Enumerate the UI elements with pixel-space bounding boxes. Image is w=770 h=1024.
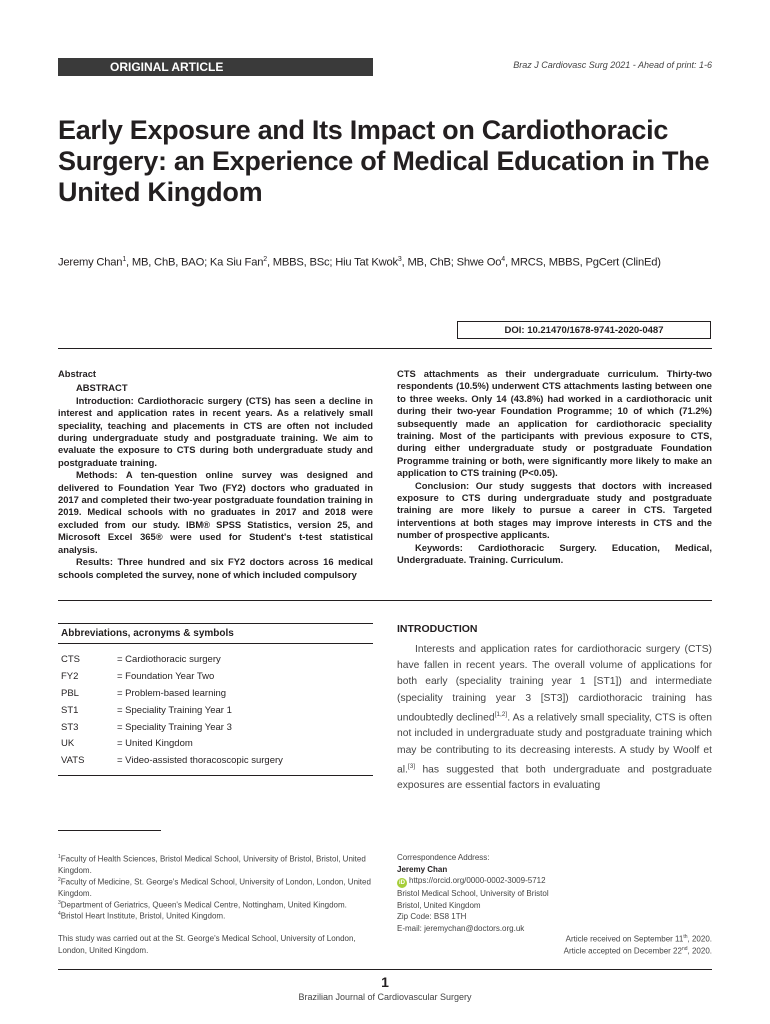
abbr-code: PBL xyxy=(61,687,79,699)
abstract-column-right xyxy=(397,368,712,567)
author-affiliation-sup: 2 xyxy=(263,256,267,263)
table-row xyxy=(58,671,283,688)
article-title: Early Exposure and Its Impact on Cardiothoracic Surgery: an Experience of Medical Education in The United Kingdom xyxy=(58,115,710,207)
footnote-divider xyxy=(58,830,161,831)
author-degrees: , MBBS, BSc; xyxy=(266,256,336,269)
abbr-code: CTS xyxy=(61,654,80,665)
abbr-code: UK xyxy=(61,738,75,750)
author-degrees: , MB, ChB, BAO; xyxy=(126,256,210,269)
author-list xyxy=(58,256,718,269)
footnote-sup: 4 xyxy=(58,911,61,917)
abstract-introduction: Introduction: Cardiothoracic surgery (CTS) has seen a decline in interest and application rates in recent years. As a relatively small speciality, teaching and placements in CTS are often not included during undergraduate study and postgraduate training. We aim to evaluate the exposure to CTS during both undergraduate study and postgraduate training. xyxy=(58,394,373,468)
study-note: This study was carried out at the St. George's Medical School, University of London, London, United Kingdom. xyxy=(58,934,356,955)
orcid-line[interactable] xyxy=(397,875,712,888)
table-row xyxy=(58,722,283,739)
introduction-paragraph xyxy=(397,642,712,795)
footer-divider xyxy=(58,969,712,970)
author-name: Shwe Oo xyxy=(456,256,502,269)
correspondence-name: Jeremy Chan xyxy=(397,864,448,874)
abbreviations-title: Abbreviations, acronyms & symbols xyxy=(58,623,373,644)
date-sup: th xyxy=(683,934,688,940)
author-name: Ka Siu Fan xyxy=(209,256,264,269)
citation[interactable]: [3] xyxy=(407,762,416,770)
abbreviations-table xyxy=(58,654,283,772)
divider xyxy=(58,774,373,776)
orcid-icon: iD xyxy=(399,880,405,886)
journal-reference: Braz J Cardiovasc Surg 2021 - Ahead of print: 1-6 xyxy=(513,60,712,70)
page-number: 1 xyxy=(381,974,389,990)
abstract-conclusion: Conclusion: Our study suggests that doctors with increased exposure to CTS during undergraduate study and postgraduate training are more likely to pursue a career in CTS. Targeted interventions at both stages may improve interests in CTS and the number of prospective applicants. xyxy=(397,479,712,541)
author-affiliation-sup: 4 xyxy=(501,256,505,263)
author-affiliation-sup: 3 xyxy=(397,256,402,263)
table-row xyxy=(58,688,283,705)
footnote-text: Faculty of Health Sciences, Bristol Medical School, University of Bristol, Bristol, United Kingdom. xyxy=(58,854,366,876)
correspondence-block xyxy=(397,852,712,934)
abstract-methods: Methods: A ten-question online survey was designed and delivered to Foundation Year Two (FY2) doctors who graduated in 2017 and completed their two-year postgraduate foundation training in 2019. Medical schools with no graduates in 2017 and 2018 were excluded from our study. IBM® SPSS Statistics, version 25, and Microsoft Excel 365® were used for Student's t-test statistical analysis. xyxy=(58,469,373,555)
footnote-text: Department of Geriatrics, Queen's Medical Centre, Nottingham, United Kingdom. xyxy=(60,900,347,910)
abstract-results-continued: CTS attachments as their undergraduate curriculum. Thirty-two respondents (10.5%) underwent CTS attachments lasting between one to three weeks. Only 14 (43.8%) had worked in a cardiothoracic unit during their two-year Foundation Programme; 10 of which (71.2%) subsequently made an application for cardiothoracic speciality training. Most of the participants with previous exposure to CTS, during either undergraduate study or postgraduate Foundation Programme training or both, were significantly more likely to make an application to CTS training (P<0.05). xyxy=(397,368,712,479)
intro-text: Interests and application rates for cardiothoracic surgery (CTS) have fallen in recent years. The overall volume of applications for both early (speciality training year 1 [ST1]) and intermediate (speciality training year 3 [ST3]) cardiothoracic training has undoubtedly declined xyxy=(397,644,712,724)
correspondence-label: Correspondence Address: xyxy=(397,853,490,862)
footnote-text: Bristol Heart Institute, Bristol, United Kingdom. xyxy=(60,911,226,921)
abbreviations-box xyxy=(58,623,373,776)
date-sup: nd xyxy=(681,946,688,952)
author-degrees: , MB, ChB; xyxy=(401,256,457,269)
correspondence-zip: Zip Code: BS8 1TH xyxy=(397,912,467,921)
abbr-meaning: = Foundation Year Two xyxy=(117,670,215,682)
abstract-column-left xyxy=(58,368,373,581)
introduction-body xyxy=(397,642,712,795)
abbr-meaning: = Video-assisted thoracoscopic surgery xyxy=(117,755,283,767)
orcid-link[interactable]: https://orcid.org/0000-0002-3009-5712 xyxy=(409,876,546,885)
author-name: Jeremy Chan xyxy=(58,256,123,269)
abstract-heading: ABSTRACT xyxy=(76,382,128,394)
abbr-meaning: = Speciality Training Year 3 xyxy=(117,721,232,733)
abbr-code: ST3 xyxy=(61,721,79,733)
abbr-meaning: = Cardiothoracic surgery xyxy=(117,654,221,665)
correspondence-address: Bristol Medical School, University of Bristol xyxy=(397,889,549,898)
footnote-sup: 2 xyxy=(58,877,61,883)
table-row xyxy=(58,654,283,671)
citation[interactable]: [1,2] xyxy=(494,710,508,718)
abbr-code: ST1 xyxy=(61,704,79,716)
footer-journal-name: Brazilian Journal of Cardiovascular Surgery xyxy=(298,992,472,1002)
author-name: Hiu Tat Kwok xyxy=(335,256,398,269)
date-text: , 2020. xyxy=(687,946,712,956)
received-date xyxy=(412,934,712,944)
footnote-sup: 1 xyxy=(58,854,61,860)
abstract-results: Results: Three hundred and six FY2 doctors across 16 medical schools completed the survey, none of which included compulsory xyxy=(58,556,373,580)
intro-text: . As a relatively small speciality, CTS is often not included in undergraduate study and postgraduate training which may be contributing to its decreasing interests. A study by Woolf et al. xyxy=(397,712,712,776)
abbr-meaning: = Speciality Training Year 1 xyxy=(117,704,232,716)
abbr-meaning: = United Kingdom xyxy=(117,738,193,750)
footnote-1 xyxy=(58,852,375,877)
author-degrees: , MRCS, MBBS, PgCert (ClinEd) xyxy=(504,256,661,269)
correspondence-email[interactable]: E-mail: jeremychan@doctors.org.uk xyxy=(397,923,525,933)
abbr-code: VATS xyxy=(61,755,85,767)
intro-text: has suggested that both undergraduate and postgraduate exposures are essential factors in evaluating xyxy=(397,764,712,792)
author-affiliation-sup: 1 xyxy=(122,256,127,263)
table-row xyxy=(58,738,283,755)
footnote-text: Faculty of Medicine, St. George's Medical School, University of London, London, United Kingdom. xyxy=(58,877,371,899)
date-text: , 2020. xyxy=(687,934,712,944)
abstract-label: Abstract xyxy=(58,368,97,379)
table-row xyxy=(58,705,283,722)
date-text: Article received on September 11 xyxy=(565,934,684,944)
section-tag: ORIGINAL ARTICLE xyxy=(58,58,373,76)
abstract-keywords: Keywords: Cardiothoracic Surgery. Education, Medical, Undergraduate. Training. Curriculum. xyxy=(397,541,712,566)
abbr-meaning: = Problem-based learning xyxy=(117,687,227,699)
doi-box[interactable]: DOI: 10.21470/1678-9741-2020-0487 xyxy=(457,321,711,339)
divider xyxy=(58,600,712,601)
divider xyxy=(58,348,712,349)
date-text: Article accepted on December 22 xyxy=(563,946,682,956)
introduction-heading: INTRODUCTION xyxy=(397,623,478,635)
accepted-date xyxy=(412,946,712,956)
correspondence-city: Bristol, United Kingdom xyxy=(397,900,481,910)
abbr-code: FY2 xyxy=(61,670,79,682)
footnote-sup: 3 xyxy=(58,900,61,906)
footnote-4 xyxy=(58,909,375,922)
table-row xyxy=(58,755,283,772)
footnote-2 xyxy=(58,875,375,900)
